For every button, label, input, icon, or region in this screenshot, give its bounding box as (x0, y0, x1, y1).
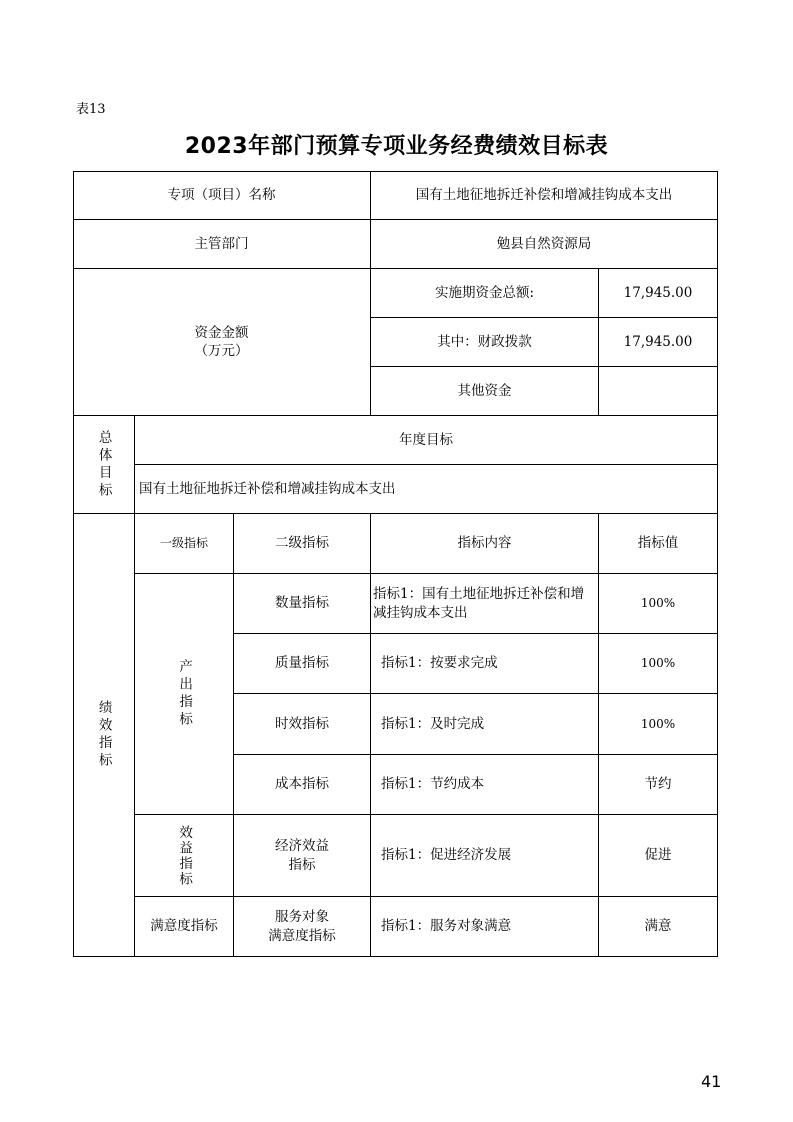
overall-goal-label: 总体目标 (73, 416, 135, 514)
project-name-value: 国有土地征地拆迁补偿和增减挂钩成本支出 (371, 171, 718, 220)
project-name-label: 专项（项目）名称 (73, 171, 371, 220)
row-satisfaction-level2: 服务对象 满意度指标 (234, 897, 371, 957)
row-satisfaction-value: 满意 (599, 897, 718, 957)
header-content: 指标内容 (371, 514, 599, 574)
row-satisfaction-content: 指标1：服务对象满意 (371, 897, 599, 957)
performance-target-table (73, 171, 718, 957)
row-economic-content: 指标1：促进经济发展 (371, 815, 599, 897)
department-value: 勉县自然资源局 (371, 220, 718, 269)
header-level1: 一级指标 (135, 514, 234, 574)
satisfaction-indicators-label: 满意度指标 (135, 897, 234, 957)
row-timeliness-content: 指标1：及时完成 (371, 694, 599, 755)
row-timeliness-level2: 时效指标 (234, 694, 371, 755)
table-number: 表13 (76, 102, 106, 117)
performance-indicators-label: 绩效指标 (73, 514, 135, 957)
benefit-indicators-label: 效益指标 (135, 815, 234, 897)
output-indicators-label: 产出指标 (135, 574, 234, 815)
annual-goal-value: 国有土地征地拆迁补偿和增减挂钩成本支出 (135, 465, 718, 514)
row-quality-value: 100% (599, 634, 718, 694)
fiscal-funds-label: 其中：财政拨款 (371, 318, 599, 367)
row-cost-level2: 成本指标 (234, 755, 371, 815)
total-funds-value: 17,945.00 (599, 269, 718, 318)
row-cost-content: 指标1：节约成本 (371, 755, 599, 815)
row-quality-content: 指标1：按要求完成 (371, 634, 599, 694)
row-timeliness-value: 100% (599, 694, 718, 755)
row-cost-value: 节约 (599, 755, 718, 815)
header-level2: 二级指标 (234, 514, 371, 574)
header-value: 指标值 (599, 514, 718, 574)
fiscal-funds-value: 17,945.00 (599, 318, 718, 367)
row-quantity-content: 指标1：国有土地征地拆迁补偿和增减挂钩成本支出 (371, 574, 599, 634)
page-title: 2023年部门预算专项业务经费绩效目标表 (184, 134, 609, 159)
annual-goal-label: 年度目标 (135, 416, 718, 465)
total-funds-label: 实施期资金总额: (371, 269, 599, 318)
page-number: 41 (701, 1072, 722, 1091)
other-funds-value (599, 367, 718, 416)
row-quantity-level2: 数量指标 (234, 574, 371, 634)
row-quantity-value: 100% (599, 574, 718, 634)
row-economic-level2: 经济效益 指标 (234, 815, 371, 897)
other-funds-label: 其他资金 (371, 367, 599, 416)
funds-label: 资金金额 （万元） (73, 269, 371, 416)
row-quality-level2: 质量指标 (234, 634, 371, 694)
department-label: 主管部门 (73, 220, 371, 269)
row-economic-value: 促进 (599, 815, 718, 897)
